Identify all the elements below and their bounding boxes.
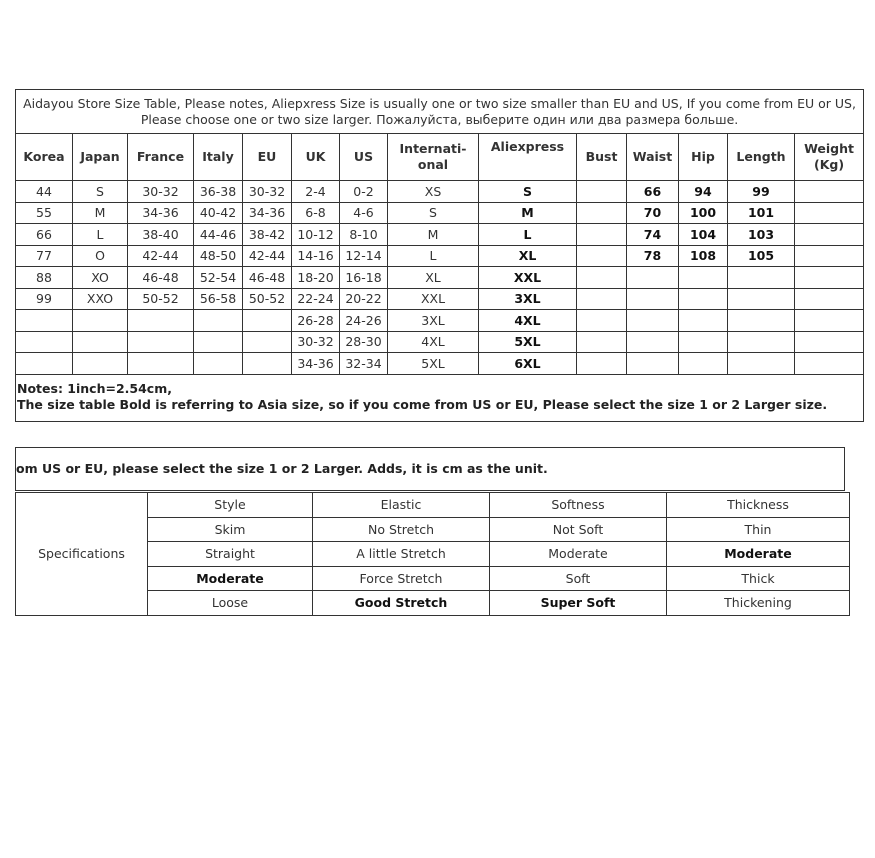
size-table-notes-row (16, 374, 864, 421)
size-cell: 34-36 (292, 353, 340, 375)
size-cell (795, 353, 864, 375)
size-cell: 77 (16, 245, 73, 267)
spec-cell: Thickness (667, 493, 850, 518)
size-cell (577, 353, 627, 375)
size-cell (728, 288, 795, 310)
spec-cell: Thin (667, 517, 850, 542)
size-cell (243, 353, 292, 375)
size-cell (577, 288, 627, 310)
size-cell: O (73, 245, 128, 267)
size-cell: 66 (16, 224, 73, 246)
size-cell: 52-54 (194, 267, 243, 289)
size-cell (679, 310, 728, 332)
size-cell: 20-22 (340, 288, 388, 310)
size-cell: 16-18 (340, 267, 388, 289)
size-cell: 3XL (388, 310, 479, 332)
spec-cell: Moderate (667, 542, 850, 567)
header-cell: Hip (679, 134, 728, 181)
specifications-body (16, 493, 850, 616)
size-row (16, 245, 864, 267)
spec-cell: No Stretch (313, 517, 490, 542)
size-cell: 40-42 (194, 202, 243, 224)
specifications-label: Specifications (16, 493, 148, 616)
size-cell: 56-58 (194, 288, 243, 310)
size-cell (16, 353, 73, 375)
unit-note: om US or EU, please select the size 1 or 2 Larger. Adds, it is cm as the unit. (15, 447, 845, 491)
size-cell (627, 353, 679, 375)
size-cell: 38-40 (128, 224, 194, 246)
header-cell: Length (728, 134, 795, 181)
size-cell: 4-6 (340, 202, 388, 224)
size-cell: L (479, 224, 577, 246)
size-cell: 44 (16, 181, 73, 203)
size-cell (795, 267, 864, 289)
size-cell (73, 310, 128, 332)
size-cell: 10-12 (292, 224, 340, 246)
size-cell: XO (73, 267, 128, 289)
size-cell: 30-32 (128, 181, 194, 203)
size-cell (194, 310, 243, 332)
size-cell: 36-38 (194, 181, 243, 203)
size-row (16, 288, 864, 310)
size-cell: 108 (679, 245, 728, 267)
size-table-title-row (16, 90, 864, 134)
size-cell (627, 288, 679, 310)
size-table-body (16, 181, 864, 375)
size-cell: 32-34 (340, 353, 388, 375)
size-cell (627, 267, 679, 289)
spec-cell: Super Soft (490, 591, 667, 616)
size-cell (679, 288, 728, 310)
spec-cell: Softness (490, 493, 667, 518)
spec-row (16, 493, 850, 518)
size-cell: M (479, 202, 577, 224)
size-cell (795, 202, 864, 224)
size-cell (679, 353, 728, 375)
header-cell: US (340, 134, 388, 181)
size-cell: 30-32 (292, 331, 340, 353)
size-cell: 44-46 (194, 224, 243, 246)
spec-cell: Force Stretch (313, 566, 490, 591)
size-cell: 74 (627, 224, 679, 246)
size-cell (577, 181, 627, 203)
size-cell: 66 (627, 181, 679, 203)
spec-cell: Thick (667, 566, 850, 591)
size-table-title (16, 90, 864, 134)
size-cell: 94 (679, 181, 728, 203)
size-cell: XL (388, 267, 479, 289)
size-cell: 0-2 (340, 181, 388, 203)
size-cell (577, 267, 627, 289)
size-cell: 34-36 (243, 202, 292, 224)
size-cell (679, 267, 728, 289)
size-cell (627, 331, 679, 353)
size-cell: 78 (627, 245, 679, 267)
size-cell (194, 331, 243, 353)
header-cell: Weight (Kg) (795, 134, 864, 181)
size-row (16, 202, 864, 224)
size-cell: 12-14 (340, 245, 388, 267)
header-cell: Korea (16, 134, 73, 181)
size-cell: 28-30 (340, 331, 388, 353)
size-cell: 99 (728, 181, 795, 203)
size-cell: L (73, 224, 128, 246)
size-cell: 70 (627, 202, 679, 224)
size-cell: 55 (16, 202, 73, 224)
header-cell: Waist (627, 134, 679, 181)
size-cell: 50-52 (243, 288, 292, 310)
size-row (16, 267, 864, 289)
size-cell (128, 331, 194, 353)
size-cell: 46-48 (128, 267, 194, 289)
size-cell: 46-48 (243, 267, 292, 289)
spec-cell: Moderate (148, 566, 313, 591)
size-cell (795, 310, 864, 332)
size-table-title-line2: Please choose one or two size larger. Пожалуйста, выберите один или два размера больше. (140, 111, 739, 127)
size-cell (128, 353, 194, 375)
size-cell: S (388, 202, 479, 224)
size-cell: 50-52 (128, 288, 194, 310)
size-cell: S (73, 181, 128, 203)
size-cell: S (479, 181, 577, 203)
size-cell: XXL (479, 267, 577, 289)
size-cell (73, 331, 128, 353)
size-cell: 26-28 (292, 310, 340, 332)
size-cell (577, 310, 627, 332)
size-cell (728, 310, 795, 332)
size-table-notes (16, 374, 864, 421)
size-cell (577, 331, 627, 353)
size-cell (128, 310, 194, 332)
notes-line2: The size table Bold is referring to Asia size, so if you come from US or EU, Please select the size 1 or 2 Larger size. (17, 396, 828, 412)
size-table-title-line1: Aidayou Store Size Table, Please notes, Aliepxress Size is usually one or two size smaller than EU and US, If you come from EU or US, (23, 95, 856, 111)
size-cell (243, 331, 292, 353)
size-cell: 2-4 (292, 181, 340, 203)
header-cell: Bust (577, 134, 627, 181)
size-cell: 30-32 (243, 181, 292, 203)
size-cell: 22-24 (292, 288, 340, 310)
size-cell: 99 (16, 288, 73, 310)
size-cell (795, 288, 864, 310)
size-cell: 42-44 (128, 245, 194, 267)
specifications-table (15, 492, 850, 616)
size-cell: XXO (73, 288, 128, 310)
header-cell: EU (243, 134, 292, 181)
size-cell (795, 181, 864, 203)
size-cell (243, 310, 292, 332)
size-cell: XS (388, 181, 479, 203)
size-cell (627, 310, 679, 332)
size-cell: 101 (728, 202, 795, 224)
size-cell: 48-50 (194, 245, 243, 267)
size-cell (728, 331, 795, 353)
size-cell: 38-42 (243, 224, 292, 246)
header-cell: Internati-onal (388, 134, 479, 181)
size-cell: 4XL (388, 331, 479, 353)
size-cell: 5XL (388, 353, 479, 375)
size-cell: L (388, 245, 479, 267)
size-cell (795, 224, 864, 246)
size-cell: 103 (728, 224, 795, 246)
size-cell (16, 310, 73, 332)
size-cell (194, 353, 243, 375)
size-row (16, 331, 864, 353)
header-cell: Japan (73, 134, 128, 181)
spec-cell: Not Soft (490, 517, 667, 542)
header-cell: Italy (194, 134, 243, 181)
size-row (16, 181, 864, 203)
spec-cell: Thickening (667, 591, 850, 616)
spec-cell: Soft (490, 566, 667, 591)
header-cell: UK (292, 134, 340, 181)
size-cell: 8-10 (340, 224, 388, 246)
spec-cell: Style (148, 493, 313, 518)
size-cell (73, 353, 128, 375)
spec-cell: Moderate (490, 542, 667, 567)
spec-cell: Good Stretch (313, 591, 490, 616)
size-cell (577, 202, 627, 224)
size-table (15, 89, 864, 422)
size-cell: 88 (16, 267, 73, 289)
size-cell (16, 331, 73, 353)
size-row (16, 353, 864, 375)
size-row (16, 310, 864, 332)
size-cell: 5XL (479, 331, 577, 353)
spec-cell: A little Stretch (313, 542, 490, 567)
size-cell (577, 245, 627, 267)
size-cell: 24-26 (340, 310, 388, 332)
size-cell (795, 245, 864, 267)
size-cell: 104 (679, 224, 728, 246)
spec-cell: Skim (148, 517, 313, 542)
header-cell: Aliexpress (479, 134, 577, 181)
size-cell: XXL (388, 288, 479, 310)
size-cell (728, 353, 795, 375)
notes-line1: Notes: 1inch=2.54cm, (17, 380, 172, 396)
size-cell: 4XL (479, 310, 577, 332)
size-cell (728, 267, 795, 289)
size-cell: 42-44 (243, 245, 292, 267)
size-cell: M (73, 202, 128, 224)
size-cell: M (388, 224, 479, 246)
size-cell: 14-16 (292, 245, 340, 267)
size-cell: 100 (679, 202, 728, 224)
size-cell (679, 331, 728, 353)
size-table-header-row (16, 134, 864, 181)
size-cell: 3XL (479, 288, 577, 310)
size-cell: 6XL (479, 353, 577, 375)
size-cell: 34-36 (128, 202, 194, 224)
spec-cell: Straight (148, 542, 313, 567)
size-row (16, 224, 864, 246)
spec-cell: Elastic (313, 493, 490, 518)
size-cell: XL (479, 245, 577, 267)
size-cell: 105 (728, 245, 795, 267)
size-cell: 6-8 (292, 202, 340, 224)
size-cell (577, 224, 627, 246)
header-cell: France (128, 134, 194, 181)
size-cell: 18-20 (292, 267, 340, 289)
size-cell (795, 331, 864, 353)
spec-cell: Loose (148, 591, 313, 616)
